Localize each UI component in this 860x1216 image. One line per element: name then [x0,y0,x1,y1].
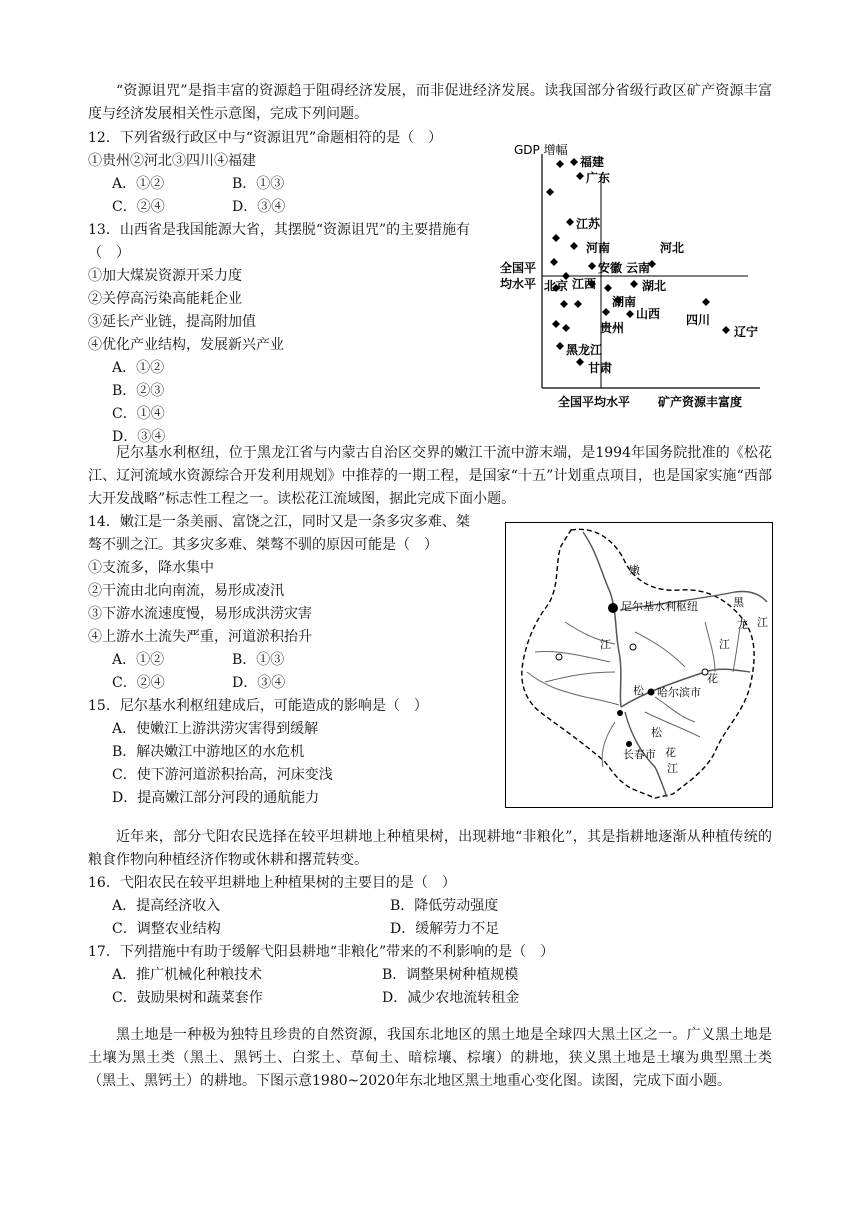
q16-option-a[interactable]: A．提高经济收入 [112,898,221,914]
q13-item-1: ①加大煤炭资源开采力度 [88,268,242,284]
label-hlj-2: 龙 [737,618,748,631]
point-heilongjiang [556,342,564,350]
x-average-label: 全国平均水平 [558,395,631,409]
intro-non-grain: 近年来，部分弋阳农民选择在较平坦耕地上种植果树，出现耕地“非粮化”，其是指耕地逐渐从种植传统的粮食作物向种植经济作物或休耕和撂荒转变。 [88,829,772,868]
q12-items: ①贵州②河北③四川④福建 [88,153,256,169]
point-henan [570,242,578,250]
label-hlj-1: 黑 [733,596,744,609]
q13-item-4: ④优化产业结构，发展新兴产业 [88,337,284,353]
q17-option-b[interactable]: B．调整果树种植规模 [382,967,519,983]
q13-option-b[interactable]: B．②③ [112,383,165,399]
q15-stem: 15．尼尔基水利枢纽建成后，可能造成的影响是（ ） [88,698,428,714]
y-average-label-1: 全国平 [500,261,537,275]
q15-option-b[interactable]: B．解决嫩江中游地区的水危机 [112,744,305,760]
point-g [574,300,582,308]
label-jiang-s: 江 [667,762,678,775]
label-song-2: 松 [651,726,662,739]
lake-marker-1 [556,654,562,660]
q14-option-c[interactable]: C．②④ [112,675,165,691]
q15-option-c[interactable]: C．使下游河道淤积抬高，河床变浅 [112,767,333,783]
point-i [562,324,570,332]
label-beijing: 北京 [544,279,569,293]
label-liaoning: 辽宁 [734,325,759,339]
label-shanxi: 山西 [636,307,661,321]
q16-option-c[interactable]: C．调整农业结构 [112,921,221,937]
point-anhui [588,262,596,270]
q12-option-c[interactable]: C．②④ [112,199,165,215]
label-harbin: 哈尔滨市 [657,686,701,699]
dam-marker [608,603,618,613]
point-fujian [556,160,564,168]
label-nen-2: 江 [600,638,611,651]
q14-option-a[interactable]: A．①② [112,652,165,668]
q15-option-d[interactable]: D．提高嫩江部分河段的通航能力 [112,790,320,806]
intro-nierji-dam: 尼尔基水利枢纽，位于黑龙江省与内蒙古自治区交界的嫩江干流中游末端，是1994年国务院批准的《松花江、辽河流域水资源综合开发利用规划》中推荐的一期工程，是国家“十五”计划重点项目，也是国家实施“西部大开发战略”标志性工程之一。读松花江流域图，据此完成下面小题。 [88,445,772,507]
label-song-1: 松 [633,684,644,697]
q13-stem: 13．山西省是我国能源大省，其摆脱“资源诅咒”的主要措施有 [88,222,471,238]
label-jiangsu: 江苏 [576,217,601,231]
point-e [604,284,612,292]
point-sichuan [702,298,710,306]
label-jiang-east: 江 [719,638,730,651]
q12-option-d[interactable]: D．③④ [232,199,286,215]
point-hubei [630,280,638,288]
point-guizhou [602,308,610,316]
label-hlj-3: 江 [757,616,768,629]
resource-gdp-scatter [490,136,770,416]
q16-option-d[interactable]: D．缓解劳力不足 [390,921,500,937]
label-yunnan: 云南 [626,261,651,275]
q14-item-3: ③下游水流速度慢，易形成洪涝灾害 [88,606,312,622]
lake-marker-2 [630,644,636,650]
q17-option-d[interactable]: D．减少农地流转租金 [382,990,520,1006]
point-shanxi [626,310,634,318]
point-gansu [576,358,584,366]
changchun-marker [626,741,632,747]
y-average-label-2: 均水平 [500,277,537,291]
q13-option-a[interactable]: A．①② [112,360,165,376]
label-hunan: 湖南 [612,295,637,309]
label-hua: 花 [707,672,718,685]
q14-option-d[interactable]: D．③④ [232,675,286,691]
q13-option-c[interactable]: C．①④ [112,406,165,422]
q14-item-4: ④上游水土流失严重，河道淤积抬升 [88,629,312,645]
q14-stem: 14．嫩江是一条美丽、富饶之江，同时又是一条多灾多难、桀 [88,514,470,530]
q13-stem-cont: （ ） [88,245,130,261]
q12-option-a[interactable]: A．①② [112,176,165,192]
q13-item-3: ③延长产业链，提高附加值 [88,314,256,330]
point-c [550,258,558,266]
label-changchun: 长春市 [623,748,656,761]
q16-option-b[interactable]: B．降低劳动强度 [390,898,499,914]
point-a [546,188,554,196]
label-jiangxi: 江西 [572,277,597,291]
q13-option-d[interactable]: D．③④ [112,429,166,445]
point-fujian-2 [570,158,578,166]
label-henan: 河南 [586,241,611,255]
label-sichuan: 四川 [686,313,711,327]
label-hubei: 湖北 [642,279,667,293]
intro-resource-curse: “资源诅咒”是指丰富的资源趋于阻碍经济发展，而非促进经济发展。读我国部分省级行政区矿产资源丰富度与经济发展相关性示意图，完成下列问题。 [88,83,772,122]
q13-item-2: ②关停高污染高能耗企业 [88,291,242,307]
q14-stem-cont: 骜不驯之江。其多灾多难、桀骜不驯的原因可能是（ ） [88,537,438,553]
label-hua-2: 花 [665,746,676,759]
label-heilongjiang: 黑龙江 [566,343,603,357]
q17-option-c[interactable]: C．鼓励果树和蔬菜套作 [112,990,263,1006]
label-dam: 尼尔基水利枢纽 [621,600,698,613]
songhua-basin-map [505,522,773,808]
city-marker-1 [617,710,623,716]
label-anhui: 安徽 [598,261,623,275]
label-nen-1: 嫩 [629,564,640,577]
point-b [552,234,560,242]
q12-stem: 12．下列省级行政区中与“资源诅咒”命题相符的是（ ） [88,130,443,146]
point-f [560,300,568,308]
label-guizhou: 贵州 [600,321,625,335]
x-axis-label: 矿产资源丰富度 [658,395,743,409]
point-h [552,320,560,328]
q16-stem: 16．弋阳农民在较平坦耕地上种植果树的主要目的是（ ） [88,875,456,891]
q14-item-1: ①支流多，降水集中 [88,560,214,576]
q15-option-a[interactable]: A．使嫩江上游洪涝灾害得到缓解 [112,721,319,737]
label-guangdong: 广东 [586,171,611,185]
point-jiangsu [566,218,574,226]
q14-item-2: ②干流由北向南流，易形成凌汛 [88,583,284,599]
intro-black-soil: 黑土地是一种极为独特且珍贵的自然资源，我国东北地区的黑土地是全球四大黑土区之一。广义黑土地是土壤为黑土类（黑土、黑钙土、白浆土、草甸土、暗棕壤、棕壤）的耕地，狭义黑土地是土壤为典型黑土类（黑土、黑钙土）的耕地。下图示意1980~2020年东北地区黑土地重心变化图。读图，完成下面小题。 [88,1027,772,1089]
point-liaoning [722,326,730,334]
q12-option-b[interactable]: B．①③ [232,176,285,192]
q17-stem: 17．下列措施中有助于缓解弋阳县耕地“非粮化”带来的不利影响的是（ ） [88,944,555,960]
y-axis-label: GDP 增幅 [514,143,568,157]
point-guangdong [576,172,584,180]
harbin-marker [648,689,655,696]
label-fujian: 福建 [580,155,605,169]
q14-option-b[interactable]: B．①③ [232,652,285,668]
label-gansu: 甘肃 [588,361,613,375]
label-hebei: 河北 [660,241,685,255]
q17-option-a[interactable]: A．推广机械化种粮技术 [112,967,263,983]
